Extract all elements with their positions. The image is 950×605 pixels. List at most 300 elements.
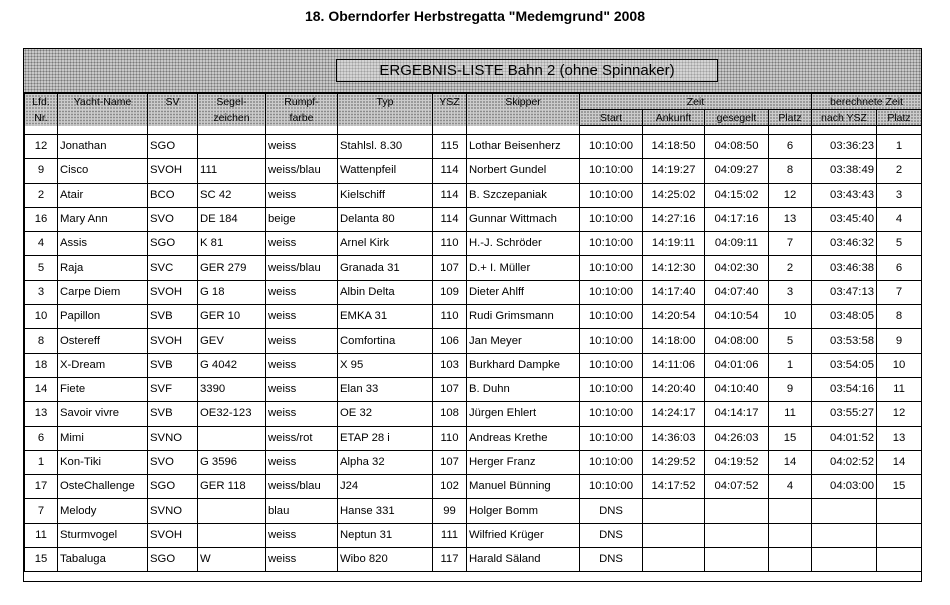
- cell-sv: BCO: [148, 183, 198, 207]
- cell-yacht-name: Melody: [58, 499, 148, 523]
- cell-typ: Comfortina: [338, 329, 433, 353]
- cell-rumpffarbe: weiss/blau: [266, 475, 338, 499]
- cell-ankunft: 14:18:50: [643, 135, 705, 159]
- cell-segelzeichen: K 81: [198, 232, 266, 256]
- cell-skipper: Jan Meyer: [467, 329, 580, 353]
- cell-berechnet: 03:36:23: [812, 135, 877, 159]
- cell-ankunft: 14:27:16: [643, 207, 705, 231]
- cell-segelzeichen: GER 279: [198, 256, 266, 280]
- cell-nr: 3: [25, 280, 58, 304]
- cell-platz: 2: [769, 256, 812, 280]
- cell-segelzeichen: SC 42: [198, 183, 266, 207]
- cell-platz: 9: [769, 377, 812, 401]
- results-sheet: [23, 48, 922, 582]
- cell-platz-final: 8: [877, 305, 922, 329]
- col-berechnet-header: berechnete Zeit: [812, 94, 922, 110]
- cell-sv: SVC: [148, 256, 198, 280]
- cell-skipper: Herger Franz: [467, 450, 580, 474]
- cell-gesegelt: 04:15:02: [705, 183, 769, 207]
- col-zeit-header: Zeit: [580, 94, 812, 110]
- col-gesegelt-header: gesegelt: [705, 110, 769, 126]
- cell-platz-final: 1: [877, 135, 922, 159]
- cell-platz-final: [877, 548, 922, 572]
- cell-gesegelt: 04:17:16: [705, 207, 769, 231]
- cell-skipper: Harald Säland: [467, 548, 580, 572]
- cell-segelzeichen: [198, 499, 266, 523]
- col-nach-ysz-header: nach YSZ: [812, 110, 877, 126]
- results-table: [24, 93, 922, 572]
- cell-platz-final: 3: [877, 183, 922, 207]
- cell-ankunft: 14:19:11: [643, 232, 705, 256]
- cell-yacht-name: X-Dream: [58, 353, 148, 377]
- cell-platz-final: 14: [877, 450, 922, 474]
- cell-yacht-name: Carpe Diem: [58, 280, 148, 304]
- cell-ysz: 111: [433, 523, 467, 547]
- cell-yacht-name: Raja: [58, 256, 148, 280]
- cell-ysz: 110: [433, 232, 467, 256]
- cell-ysz: 107: [433, 450, 467, 474]
- cell-berechnet: 03:46:38: [812, 256, 877, 280]
- cell-yacht-name: Mimi: [58, 426, 148, 450]
- cell-typ: Wibo 820: [338, 548, 433, 572]
- cell-platz: 6: [769, 135, 812, 159]
- cell-start: 10:10:00: [580, 280, 643, 304]
- cell-nr: 11: [25, 523, 58, 547]
- cell-ankunft: 14:25:02: [643, 183, 705, 207]
- cell-rumpffarbe: weiss: [266, 523, 338, 547]
- cell-gesegelt: 04:02:30: [705, 256, 769, 280]
- cell-sv: SVNO: [148, 499, 198, 523]
- cell-berechnet: 03:47:13: [812, 280, 877, 304]
- cell-gesegelt: [705, 499, 769, 523]
- document-title: 18. Oberndorfer Herbstregatta "Medemgrund" 2008: [304, 8, 646, 24]
- col-skipper-header: Skipper: [467, 94, 580, 110]
- col-ysz-header: YSZ: [433, 94, 467, 110]
- cell-gesegelt: [705, 523, 769, 547]
- cell-rumpffarbe: weiss: [266, 232, 338, 256]
- cell-platz-final: 15: [877, 475, 922, 499]
- cell-ysz: 107: [433, 256, 467, 280]
- cell-segelzeichen: G 3596: [198, 450, 266, 474]
- cell-start: 10:10:00: [580, 232, 643, 256]
- cell-yacht-name: OsteChallenge: [58, 475, 148, 499]
- table-row: [25, 499, 922, 523]
- cell-typ: Wattenpfeil: [338, 159, 433, 183]
- cell-sv: SVOH: [148, 523, 198, 547]
- cell-sv: SVOH: [148, 329, 198, 353]
- table-row: [25, 353, 922, 377]
- cell-nr: 13: [25, 402, 58, 426]
- col-segel-header: Segel-: [198, 94, 266, 110]
- cell-segelzeichen: OE32-123: [198, 402, 266, 426]
- cell-typ: Alpha 32: [338, 450, 433, 474]
- cell-platz: 1: [769, 353, 812, 377]
- col-skipper-subheader: [467, 110, 580, 126]
- cell-typ: Albin Delta: [338, 280, 433, 304]
- cell-ysz: 114: [433, 207, 467, 231]
- col-start-header: Start: [580, 110, 643, 126]
- cell-start: 10:10:00: [580, 426, 643, 450]
- cell-berechnet: 03:48:05: [812, 305, 877, 329]
- cell-rumpffarbe: weiss: [266, 402, 338, 426]
- cell-rumpffarbe: weiss: [266, 548, 338, 572]
- col-typ-subheader: [338, 110, 433, 126]
- table-row: [25, 305, 922, 329]
- cell-nr: 15: [25, 548, 58, 572]
- table-row: [25, 232, 922, 256]
- col-platz-header: Platz: [769, 110, 812, 126]
- cell-ysz: 107: [433, 377, 467, 401]
- cell-platz: 14: [769, 450, 812, 474]
- cell-berechnet: [812, 499, 877, 523]
- cell-platz: 13: [769, 207, 812, 231]
- cell-start: 10:10:00: [580, 450, 643, 474]
- cell-platz: 11: [769, 402, 812, 426]
- cell-platz: 4: [769, 475, 812, 499]
- cell-yacht-name: Mary Ann: [58, 207, 148, 231]
- cell-typ: Kielschiff: [338, 183, 433, 207]
- cell-platz-final: 12: [877, 402, 922, 426]
- cell-platz: 12: [769, 183, 812, 207]
- cell-skipper: Norbert Gundel: [467, 159, 580, 183]
- cell-nr: 4: [25, 232, 58, 256]
- cell-platz-final: 11: [877, 377, 922, 401]
- cell-berechnet: [812, 523, 877, 547]
- cell-typ: Stahlsl. 8.30: [338, 135, 433, 159]
- cell-platz-final: 7: [877, 280, 922, 304]
- cell-platz-final: [877, 499, 922, 523]
- cell-rumpffarbe: weiss: [266, 377, 338, 401]
- cell-start: 10:10:00: [580, 183, 643, 207]
- cell-gesegelt: 04:09:27: [705, 159, 769, 183]
- cell-sv: SVOH: [148, 159, 198, 183]
- cell-rumpffarbe: weiss/blau: [266, 256, 338, 280]
- cell-ankunft: [643, 499, 705, 523]
- cell-ankunft: 14:20:54: [643, 305, 705, 329]
- cell-rumpffarbe: weiss: [266, 305, 338, 329]
- cell-segelzeichen: G 18: [198, 280, 266, 304]
- cell-ysz: 110: [433, 305, 467, 329]
- cell-platz-final: 10: [877, 353, 922, 377]
- cell-start: 10:10:00: [580, 475, 643, 499]
- cell-start: DNS: [580, 523, 643, 547]
- col-ankunft-header: Ankunft: [643, 110, 705, 126]
- cell-start: 10:10:00: [580, 377, 643, 401]
- col-platz-final-header: Platz: [877, 110, 922, 126]
- cell-sv: SVF: [148, 377, 198, 401]
- cell-skipper: Dieter Ahlff: [467, 280, 580, 304]
- cell-rumpffarbe: weiss/blau: [266, 159, 338, 183]
- cell-ysz: 115: [433, 135, 467, 159]
- cell-skipper: Lothar Beisenherz: [467, 135, 580, 159]
- cell-rumpffarbe: weiss: [266, 183, 338, 207]
- cell-segelzeichen: DE 184: [198, 207, 266, 231]
- cell-berechnet: 04:03:00: [812, 475, 877, 499]
- cell-nr: 17: [25, 475, 58, 499]
- cell-skipper: Manuel Bünning: [467, 475, 580, 499]
- cell-rumpffarbe: weiss: [266, 353, 338, 377]
- cell-typ: J24: [338, 475, 433, 499]
- list-title: ERGEBNIS-LISTE Bahn 2 (ohne Spinnaker): [336, 59, 718, 82]
- cell-nr: 12: [25, 135, 58, 159]
- cell-yacht-name: Cisco: [58, 159, 148, 183]
- cell-ankunft: 14:11:06: [643, 353, 705, 377]
- cell-berechnet: [812, 548, 877, 572]
- cell-ysz: 117: [433, 548, 467, 572]
- cell-ankunft: [643, 523, 705, 547]
- cell-start: DNS: [580, 548, 643, 572]
- cell-segelzeichen: GEV: [198, 329, 266, 353]
- cell-platz: 10: [769, 305, 812, 329]
- cell-ysz: 99: [433, 499, 467, 523]
- table-row: [25, 377, 922, 401]
- cell-nr: 18: [25, 353, 58, 377]
- cell-ysz: 114: [433, 159, 467, 183]
- cell-start: 10:10:00: [580, 353, 643, 377]
- cell-gesegelt: 04:07:52: [705, 475, 769, 499]
- cell-platz: 15: [769, 426, 812, 450]
- col-typ-header: Typ: [338, 94, 433, 110]
- cell-sv: SVO: [148, 207, 198, 231]
- cell-sv: SVB: [148, 353, 198, 377]
- cell-berechnet: 03:38:49: [812, 159, 877, 183]
- cell-ysz: 109: [433, 280, 467, 304]
- col-ysz-subheader: [433, 110, 467, 126]
- cell-berechnet: 03:43:43: [812, 183, 877, 207]
- cell-typ: Neptun 31: [338, 523, 433, 547]
- cell-rumpffarbe: weiss: [266, 280, 338, 304]
- cell-ankunft: 14:17:40: [643, 280, 705, 304]
- cell-platz-final: 2: [877, 159, 922, 183]
- table-row: [25, 426, 922, 450]
- cell-platz-final: 5: [877, 232, 922, 256]
- cell-typ: Granada 31: [338, 256, 433, 280]
- list-banner: [24, 49, 921, 93]
- cell-typ: Hanse 331: [338, 499, 433, 523]
- cell-nr: 9: [25, 159, 58, 183]
- cell-gesegelt: 04:10:40: [705, 377, 769, 401]
- cell-nr: 14: [25, 377, 58, 401]
- header-row-1: [25, 94, 922, 110]
- cell-yacht-name: Savoir vivre: [58, 402, 148, 426]
- cell-sv: SVO: [148, 450, 198, 474]
- cell-ysz: 106: [433, 329, 467, 353]
- cell-sv: SVB: [148, 305, 198, 329]
- col-nr-subheader: Nr.: [25, 110, 58, 126]
- cell-ysz: 103: [433, 353, 467, 377]
- cell-nr: 5: [25, 256, 58, 280]
- cell-skipper: Andreas Krethe: [467, 426, 580, 450]
- cell-platz: 8: [769, 159, 812, 183]
- cell-skipper: B. Duhn: [467, 377, 580, 401]
- table-row: [25, 475, 922, 499]
- table-row: [25, 402, 922, 426]
- cell-platz: [769, 548, 812, 572]
- cell-berechnet: 03:53:58: [812, 329, 877, 353]
- cell-ysz: 110: [433, 426, 467, 450]
- cell-gesegelt: 04:14:17: [705, 402, 769, 426]
- cell-rumpffarbe: weiss: [266, 450, 338, 474]
- col-rumpf-header: Rumpf-: [266, 94, 338, 110]
- cell-nr: 2: [25, 183, 58, 207]
- col-zeichen-subheader: zeichen: [198, 110, 266, 126]
- cell-berechnet: 03:46:32: [812, 232, 877, 256]
- cell-segelzeichen: [198, 135, 266, 159]
- cell-ankunft: 14:19:27: [643, 159, 705, 183]
- cell-platz-final: 13: [877, 426, 922, 450]
- cell-segelzeichen: W: [198, 548, 266, 572]
- cell-berechnet: 03:55:27: [812, 402, 877, 426]
- table-row: [25, 329, 922, 353]
- results-body: [25, 94, 922, 572]
- cell-typ: Arnel Kirk: [338, 232, 433, 256]
- cell-ankunft: 14:29:52: [643, 450, 705, 474]
- cell-ysz: 114: [433, 183, 467, 207]
- cell-gesegelt: 04:19:52: [705, 450, 769, 474]
- cell-typ: X 95: [338, 353, 433, 377]
- cell-ysz: 102: [433, 475, 467, 499]
- cell-skipper: Jürgen Ehlert: [467, 402, 580, 426]
- cell-berechnet: 03:54:05: [812, 353, 877, 377]
- cell-platz-final: 6: [877, 256, 922, 280]
- cell-segelzeichen: GER 118: [198, 475, 266, 499]
- cell-sv: SGO: [148, 475, 198, 499]
- table-row: [25, 159, 922, 183]
- cell-gesegelt: 04:01:06: [705, 353, 769, 377]
- cell-sv: SGO: [148, 135, 198, 159]
- cell-start: 10:10:00: [580, 402, 643, 426]
- cell-sv: SVNO: [148, 426, 198, 450]
- table-row: [25, 256, 922, 280]
- cell-platz-final: [877, 523, 922, 547]
- cell-ankunft: 14:20:40: [643, 377, 705, 401]
- cell-platz-final: 4: [877, 207, 922, 231]
- cell-yacht-name: Jonathan: [58, 135, 148, 159]
- cell-platz: [769, 523, 812, 547]
- cell-rumpffarbe: weiss/rot: [266, 426, 338, 450]
- cell-gesegelt: 04:26:03: [705, 426, 769, 450]
- cell-gesegelt: 04:10:54: [705, 305, 769, 329]
- cell-yacht-name: Fiete: [58, 377, 148, 401]
- cell-rumpffarbe: weiss: [266, 135, 338, 159]
- cell-sv: SGO: [148, 232, 198, 256]
- cell-start: 10:10:00: [580, 207, 643, 231]
- cell-nr: 8: [25, 329, 58, 353]
- cell-sv: SVOH: [148, 280, 198, 304]
- cell-yacht-name: Kon-Tiki: [58, 450, 148, 474]
- cell-nr: 16: [25, 207, 58, 231]
- cell-typ: Elan 33: [338, 377, 433, 401]
- cell-skipper: Holger Bomm: [467, 499, 580, 523]
- cell-berechnet: 03:45:40: [812, 207, 877, 231]
- cell-platz: [769, 499, 812, 523]
- cell-gesegelt: 04:08:50: [705, 135, 769, 159]
- cell-nr: 6: [25, 426, 58, 450]
- cell-rumpffarbe: beige: [266, 207, 338, 231]
- cell-yacht-name: Assis: [58, 232, 148, 256]
- cell-rumpffarbe: weiss: [266, 329, 338, 353]
- cell-ankunft: [643, 548, 705, 572]
- col-farbe-subheader: farbe: [266, 110, 338, 126]
- table-row: [25, 548, 922, 572]
- cell-berechnet: 04:01:52: [812, 426, 877, 450]
- col-lfd-header: Lfd.: [25, 94, 58, 110]
- cell-platz: 7: [769, 232, 812, 256]
- table-row: [25, 135, 922, 159]
- col-yacht-header: Yacht-Name: [58, 94, 148, 110]
- cell-ankunft: 14:12:30: [643, 256, 705, 280]
- cell-platz: 3: [769, 280, 812, 304]
- cell-gesegelt: 04:09:11: [705, 232, 769, 256]
- cell-skipper: Rudi Grimsmann: [467, 305, 580, 329]
- cell-gesegelt: [705, 548, 769, 572]
- table-row: [25, 280, 922, 304]
- cell-yacht-name: Tabaluga: [58, 548, 148, 572]
- cell-segelzeichen: 3390: [198, 377, 266, 401]
- cell-sv: SGO: [148, 548, 198, 572]
- cell-skipper: B. Szczepaniak: [467, 183, 580, 207]
- table-row: [25, 523, 922, 547]
- cell-ankunft: 14:18:00: [643, 329, 705, 353]
- cell-ankunft: 14:17:52: [643, 475, 705, 499]
- cell-skipper: H.-J. Schröder: [467, 232, 580, 256]
- cell-segelzeichen: [198, 426, 266, 450]
- cell-segelzeichen: 111: [198, 159, 266, 183]
- cell-start: 10:10:00: [580, 256, 643, 280]
- cell-berechnet: 04:02:52: [812, 450, 877, 474]
- cell-typ: ETAP 28 i: [338, 426, 433, 450]
- cell-berechnet: 03:54:16: [812, 377, 877, 401]
- cell-segelzeichen: GER 10: [198, 305, 266, 329]
- cell-gesegelt: 04:07:40: [705, 280, 769, 304]
- cell-nr: 7: [25, 499, 58, 523]
- col-sv-subheader: [148, 110, 198, 126]
- cell-gesegelt: 04:08:00: [705, 329, 769, 353]
- cell-rumpffarbe: blau: [266, 499, 338, 523]
- cell-platz: 5: [769, 329, 812, 353]
- col-yacht-subheader: [58, 110, 148, 126]
- cell-start: 10:10:00: [580, 329, 643, 353]
- cell-yacht-name: Papillon: [58, 305, 148, 329]
- cell-platz-final: 9: [877, 329, 922, 353]
- cell-ankunft: 14:36:03: [643, 426, 705, 450]
- cell-ysz: 108: [433, 402, 467, 426]
- cell-start: 10:10:00: [580, 305, 643, 329]
- cell-ankunft: 14:24:17: [643, 402, 705, 426]
- table-row: [25, 450, 922, 474]
- cell-skipper: Gunnar Wittmach: [467, 207, 580, 231]
- cell-yacht-name: Sturmvogel: [58, 523, 148, 547]
- cell-yacht-name: Ostereff: [58, 329, 148, 353]
- col-sv-header: SV: [148, 94, 198, 110]
- cell-typ: Delanta 80: [338, 207, 433, 231]
- header-row-2: [25, 110, 922, 126]
- cell-skipper: D.+ I. Müller: [467, 256, 580, 280]
- cell-segelzeichen: [198, 523, 266, 547]
- cell-nr: 1: [25, 450, 58, 474]
- cell-start: 10:10:00: [580, 159, 643, 183]
- cell-sv: SVB: [148, 402, 198, 426]
- cell-segelzeichen: G 4042: [198, 353, 266, 377]
- cell-yacht-name: Atair: [58, 183, 148, 207]
- cell-start: DNS: [580, 499, 643, 523]
- cell-nr: 10: [25, 305, 58, 329]
- table-row: [25, 183, 922, 207]
- cell-start: 10:10:00: [580, 135, 643, 159]
- cell-typ: EMKA 31: [338, 305, 433, 329]
- table-row: [25, 207, 922, 231]
- cell-typ: OE 32: [338, 402, 433, 426]
